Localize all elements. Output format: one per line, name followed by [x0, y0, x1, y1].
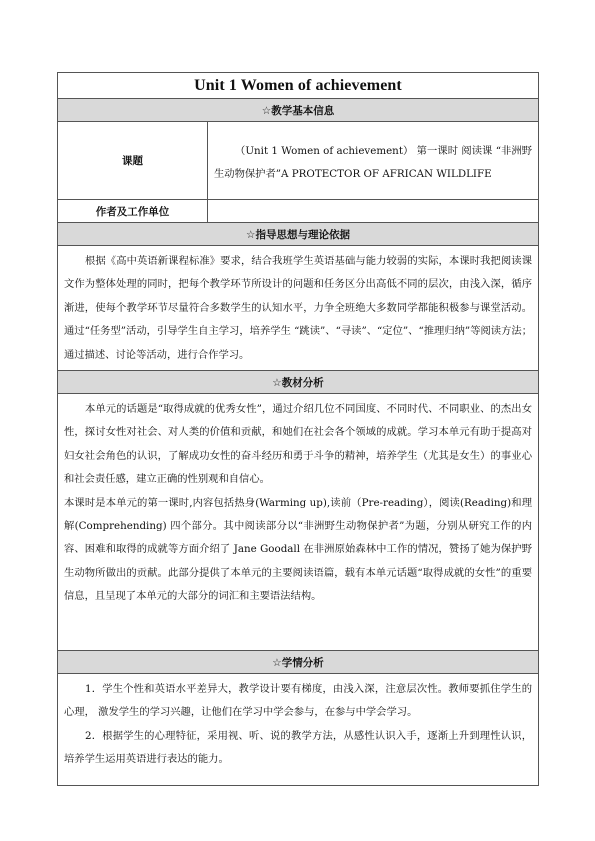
section-header-students: ☆学情分析	[58, 651, 539, 674]
material-paragraph-1: 本单元的话题是“取得成就的优秀女性”，通过介绍几位不同国度、不同时代、不同职业、的杰出女性，探讨女性对社会、对人类的价值和贡献，和她们在社会各个领域的成就。学习本单元有助于提高对妇女社会角色的认识，了解成功女性的奋斗经历和勇于斗争的精神，培养学生（尤其是女生）的事业心和社会责任感，建立正确的性别观和自信心。	[64, 403, 532, 486]
guide-paragraph: 根据《高中英语新课程标准》要求，结合我班学生英语基础与能力较弱的实际，本课时我把阅读课文作为整体处理的同时，把每个教学环节所设计的问题和任务区分出高低不同的层次，由浅入深，循序渐进，使每个教学环节尽量符合多数学生的认知水平，力争全班绝大多数同学都能积极参与课堂活动。通过“任务型”活动，引导学生自主学习，培养学生 “跳读”、“寻读”、“定位”、“推理归纳”等阅读方法；通过描述、讨论等活动，进行合作学习。	[64, 255, 532, 361]
material-paragraph-2: 本课时是本单元的第一课时,内容包括热身(Warming up),读前（Pre-reading），阅读(Reading)和理解(Comprehending) 四个部分。其中阅读部分以“非洲野生动物保护者”为题，分别从研究工作的内容、困难和取得的成就等方面介绍了 Jane Goodall 在非洲原始森林中工作的情况，赞扬了她为保护野生动物所做出的贡献。此部分提供了本单元的主要阅读语篇，载有本单元话题“取得成就的女性”的重要信息，且呈现了本单元的大部分的词汇和主要语法结构。	[64, 496, 532, 603]
lesson-plan	[57, 72, 538, 786]
section-header-material: ☆教材分析	[58, 371, 539, 394]
students-paragraph-1: 1．学生个性和英语水平差异大，教学设计要有梯度，由浅入深，注意层次性。教师要抓住学生的心理， 激发学生的学习兴趣，让他们在学习中学会参与，在参与中学会学习。	[64, 683, 532, 719]
document-title: Unit 1 Women of achievement	[58, 73, 539, 99]
students-content	[58, 674, 539, 786]
author-value	[208, 200, 539, 223]
topic-value: （Unit 1 Women of achievement） 第一课时 阅读课 “非洲野生动物保护者”A PROTECTOR OF AFRICAN WILDLIFE	[208, 122, 539, 200]
topic-label: 课题	[58, 122, 208, 200]
section-header-guide: ☆指导思想与理论依据	[58, 223, 539, 246]
students-paragraph-2: 2．根据学生的心理特征，采用视、听、说的教学方法，从感性认识入手，逐渐上升到理性认识，培养学生运用英语进行表达的能力。	[64, 729, 532, 766]
lesson-plan-table	[57, 72, 539, 786]
material-content	[58, 394, 539, 651]
author-label: 作者及工作单位	[58, 200, 208, 223]
guide-content	[58, 246, 539, 371]
section-header-basic-info: ☆教学基本信息	[58, 99, 539, 122]
